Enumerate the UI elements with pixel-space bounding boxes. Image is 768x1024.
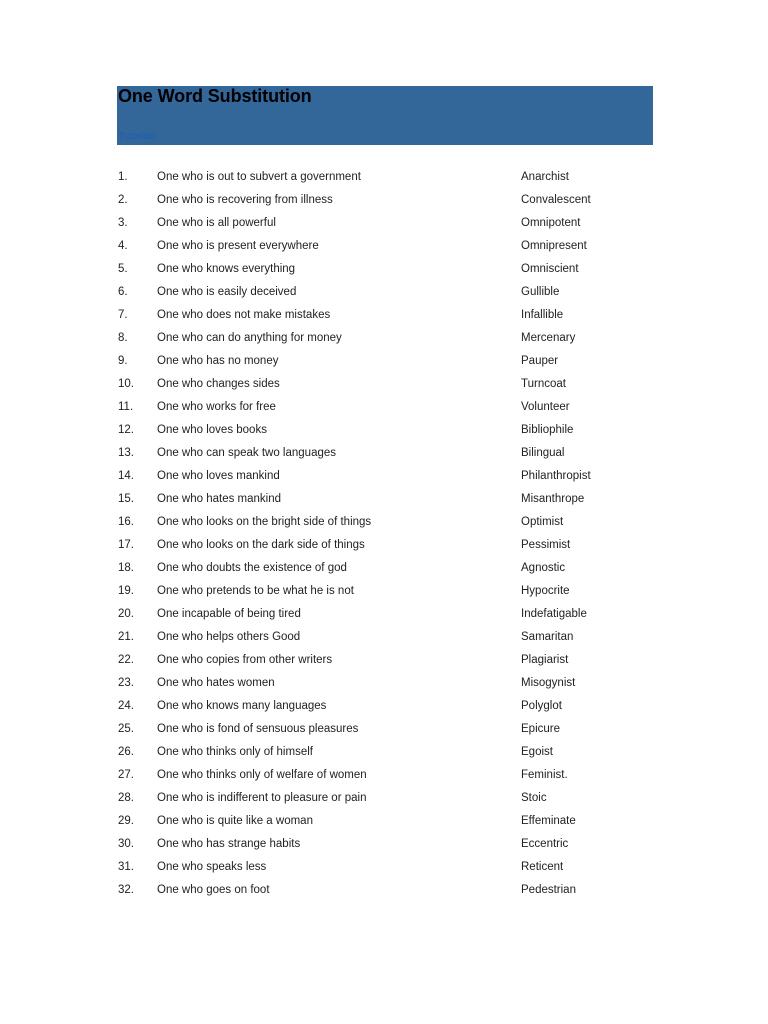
list-item [0,327,768,350]
entry-word: Reticent [521,861,564,873]
list-item [0,580,768,603]
entry-definition: One who is indifferent to pleasure or pain [157,792,367,804]
entry-definition: One who hates mankind [157,493,282,505]
entry-word: Bibliophile [521,424,574,436]
list-item [0,695,768,718]
list-item [0,787,768,810]
entry-definition: One who loves books [157,424,267,436]
entry-number: 24. [118,700,134,712]
entry-number: 12. [118,424,134,436]
entry-word: Gullible [521,286,560,298]
entry-number: 18. [118,562,134,574]
list-item [0,879,768,902]
entry-number: 28. [118,792,134,804]
entry-number: 31. [118,861,134,873]
entry-number: 16. [118,516,134,528]
entry-number: 10. [118,378,134,390]
entry-number: 27. [118,769,134,781]
entry-number: 8. [118,332,128,344]
entry-number: 3. [118,217,128,229]
entry-definition: One who knows everything [157,263,296,275]
list-item [0,649,768,672]
entry-word: Plagiarist [521,654,569,666]
entry-word: Mercenary [521,332,576,344]
entry-word: Indefatigable [521,608,587,620]
entry-definition: One who changes sides [157,378,280,390]
entry-word: Turncoat [521,378,566,390]
tutorials-link[interactable]: Tutorials [118,131,156,142]
entry-number: 1. [118,171,128,183]
entry-definition: One who is quite like a woman [157,815,313,827]
entry-word: Epicure [521,723,560,735]
list-item [0,281,768,304]
entry-definition: One who speaks less [157,861,267,873]
entry-word: Feminist. [521,769,568,781]
entry-number: 13. [118,447,134,459]
entry-number: 4. [118,240,128,252]
list-item [0,235,768,258]
entry-word: Effeminate [521,815,576,827]
entry-definition: One who is present everywhere [157,240,319,252]
word-list [0,166,768,902]
entry-number: 21. [118,631,134,643]
list-item [0,419,768,442]
entry-number: 23. [118,677,134,689]
list-item [0,626,768,649]
entry-definition: One who copies from other writers [157,654,333,666]
entry-definition: One who is recovering from illness [157,194,333,206]
entry-definition: One who is all powerful [157,217,276,229]
entry-word: Omniscient [521,263,579,275]
entry-word: Agnostic [521,562,566,574]
list-item [0,166,768,189]
list-item [0,557,768,580]
entry-definition: One who is easily deceived [157,286,297,298]
list-item [0,258,768,281]
list-item [0,741,768,764]
list-item [0,603,768,626]
entry-number: 17. [118,539,134,551]
entry-word: Convalescent [521,194,591,206]
entry-definition: One who looks on the dark side of things [157,539,365,551]
list-item [0,488,768,511]
entry-word: Volunteer [521,401,570,413]
entry-number: 2. [118,194,128,206]
entry-definition: One who loves mankind [157,470,280,482]
entry-definition: One who hates women [157,677,275,689]
entry-word: Pessimist [521,539,571,551]
entry-number: 7. [118,309,128,321]
list-item [0,465,768,488]
list-item [0,511,768,534]
entry-word: Eccentric [521,838,569,850]
entry-number: 5. [118,263,128,275]
entry-definition: One who looks on the bright side of things [157,516,372,528]
entry-number: 14. [118,470,134,482]
entry-definition: One who does not make mistakes [157,309,331,321]
entry-number: 29. [118,815,134,827]
list-item [0,764,768,787]
list-item [0,718,768,741]
list-item [0,373,768,396]
entry-word: Egoist [521,746,553,758]
entry-word: Stoic [521,792,547,804]
entry-word: Pedestrian [521,884,576,896]
entry-definition: One who has no money [157,355,279,367]
entry-definition: One who pretends to be what he is not [157,585,354,597]
list-item [0,534,768,557]
entry-word: Omnipresent [521,240,587,252]
entry-definition: One who has strange habits [157,838,301,850]
entry-definition: One who doubts the existence of god [157,562,347,574]
entry-number: 20. [118,608,134,620]
list-item [0,442,768,465]
entry-word: Polyglot [521,700,562,712]
entry-definition: One who can do anything for money [157,332,342,344]
entry-word: Bilingual [521,447,565,459]
document-title: One Word Substitution [118,86,312,106]
entry-definition: One who thinks only of welfare of women [157,769,367,781]
entry-word: Misanthrope [521,493,585,505]
list-item [0,672,768,695]
entry-number: 19. [118,585,134,597]
entry-definition: One who can speak two languages [157,447,337,459]
title-banner [117,86,653,145]
entry-word: Pauper [521,355,559,367]
entry-definition: One who knows many languages [157,700,327,712]
entry-word: Hypocrite [521,585,570,597]
list-item [0,856,768,879]
entry-number: 25. [118,723,134,735]
entry-definition: One who is fond of sensuous pleasures [157,723,359,735]
list-item [0,396,768,419]
entry-word: Samaritan [521,631,574,643]
list-item [0,810,768,833]
entry-word: Infallible [521,309,564,321]
list-item [0,833,768,856]
entry-definition: One who is out to subvert a government [157,171,361,183]
entry-word: Philanthropist [521,470,591,482]
entry-definition: One who thinks only of himself [157,746,313,758]
list-item [0,212,768,235]
entry-word: Anarchist [521,171,569,183]
entry-word: Optimist [521,516,564,528]
entry-number: 15. [118,493,134,505]
entry-definition: One who helps others Good [157,631,301,643]
entry-number: 30. [118,838,134,850]
list-item [0,350,768,373]
entry-number: 9. [118,355,128,367]
entry-number: 32. [118,884,134,896]
entry-definition: One incapable of being tired [157,608,301,620]
entry-word: Omnipotent [521,217,581,229]
entry-definition: One who goes on foot [157,884,270,896]
entry-definition: One who works for free [157,401,276,413]
entry-word: Misogynist [521,677,576,689]
entry-number: 26. [118,746,134,758]
list-item [0,189,768,212]
list-item [0,304,768,327]
entry-number: 22. [118,654,134,666]
entry-number: 11. [118,401,134,413]
entry-number: 6. [118,286,128,298]
